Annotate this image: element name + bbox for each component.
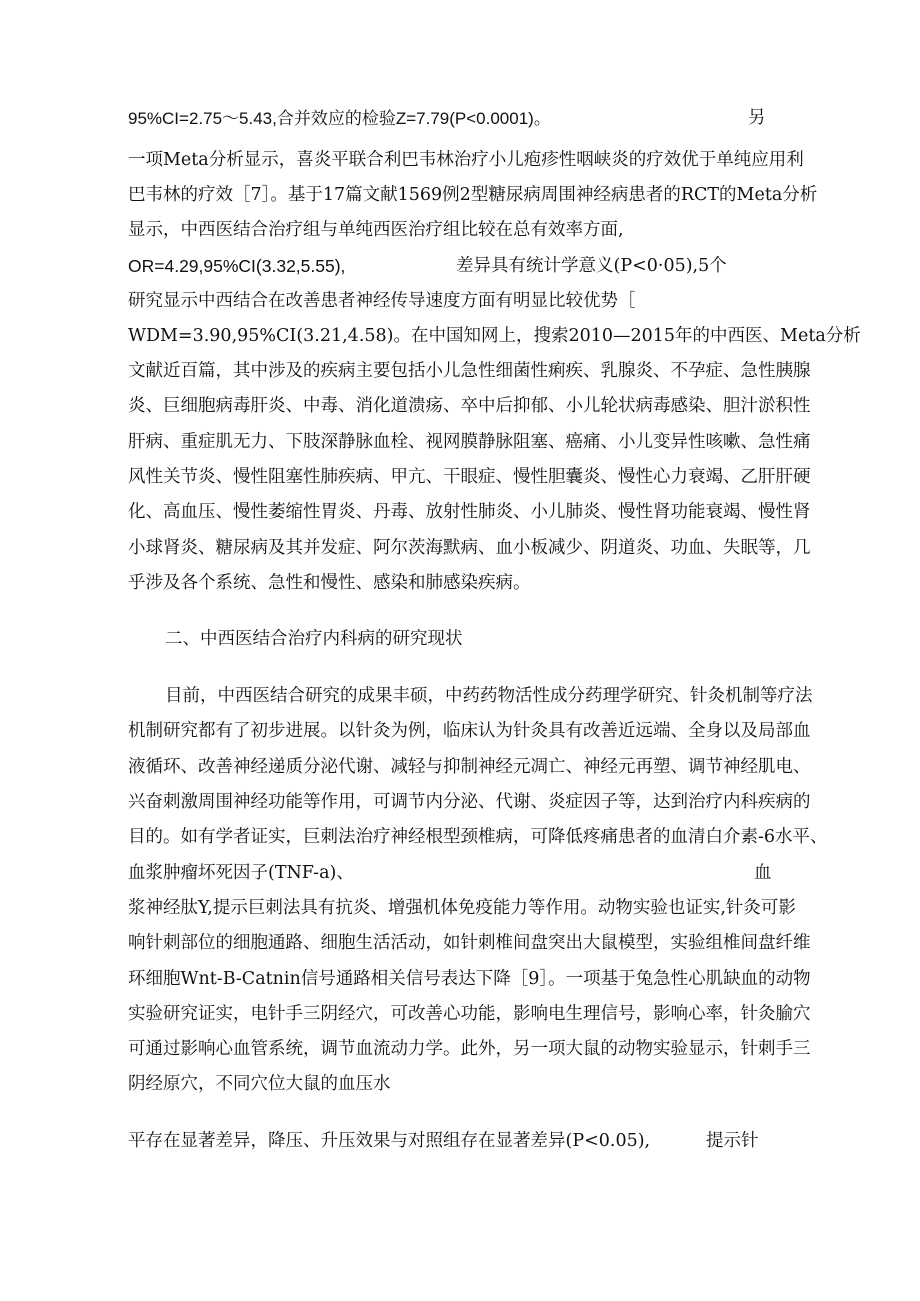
text-line: 实验研究证实，电针手三阴经穴，可改善心功能，影响电生理信号，影响心率，针灸腧穴 xyxy=(128,1004,811,1024)
text-line: 巴韦林的疗效［7］。基于17篇文献1569例2型糖尿病周围神经病患者的RCT的Meta分析 xyxy=(128,185,818,205)
text-line: 目的。如有学者证实，巨刺法治疗神经根型颈椎病，可降低疼痛患者的血清白介素-6水平、 xyxy=(128,827,828,847)
text-line: 炎、巨细胞病毒肝炎、中毒、消化道溃疡、卒中后抑郁、小儿轮状病毒感染、胆汁淤积性 xyxy=(128,396,811,416)
text-line: 血 xyxy=(754,863,772,883)
text-line: 平存在显著差异，降压、升压效果与对照组存在显著差异(P<0.05), xyxy=(128,1131,651,1151)
text-line: 文献近百篇，其中涉及的疾病主要包括小儿急性细菌性痢疾、乳腺炎、不孕症、急性胰腺 xyxy=(128,361,811,381)
text-line: 小球肾炎、糖尿病及其并发症、阿尔茨海默病、血小板减少、阴道炎、功血、失眠等，几 xyxy=(128,538,811,558)
text-line: 显示，中西医结合治疗组与单纯西医治疗组比较在总有效率方面, xyxy=(128,220,624,240)
text-line: 浆神经肽Y,提示巨刺法具有抗炎、增强机体免疫能力等作用。动物实验也证实,针灸可影 xyxy=(128,898,796,918)
text-line: 液循环、改善神经递质分泌代谢、减轻与抑制神经元凋亡、神经元再塑、调节神经肌电、 xyxy=(128,757,811,777)
text-line: 化、高血压、慢性萎缩性胃炎、丹毒、放射性肺炎、小儿肺炎、慢性肾功能衰竭、慢性肾 xyxy=(128,502,811,522)
text-line: 目前，中西医结合研究的成果丰硕，中药药物活性成分药理学研究、针灸机制等疗法 xyxy=(165,686,813,706)
text-line: 环细胞Wnt-B-Catnin信号通路相关信号表达下降［9］。一项基于兔急性心肌缺血的动物 xyxy=(128,969,811,989)
text-line: 机制研究都有了初步进展。以针灸为例，临床认为针灸具有改善近远端、全身以及局部血 xyxy=(128,721,811,741)
text-line: OR=4.29,95%CI(3.32,5.55), xyxy=(128,256,346,276)
text-line: 另 xyxy=(748,108,766,128)
text-line: 乎涉及各个系统、急性和慢性、感染和肺感染疾病。 xyxy=(128,573,531,593)
text-line: 阴经原穴，不同穴位大鼠的血压水 xyxy=(128,1074,391,1094)
text-line: 血浆肿瘤坏死因子(TNF-a)、 xyxy=(128,863,354,883)
text-line: 95%CI=2.75～5.43,合并效应的检验Z=7.79(P<0.0001)。 xyxy=(128,109,551,128)
text-line: 研究显示中西结合在改善患者神经传导速度方面有明显比较优势［ xyxy=(128,291,636,311)
text-line: 可通过影响心血管系统，调节血流动力学。此外，另一项大鼠的动物实验显示，针刺手三 xyxy=(128,1039,811,1059)
text-line: 一项Meta分析显示，喜炎平联合利巴韦林治疗小儿疱疹性咽峡炎的疗效优于单纯应用利 xyxy=(128,150,804,170)
text-line: 风性关节炎、慢性阻塞性肺疾病、甲亢、干眼症、慢性胆囊炎、慢性心力衰竭、乙肝肝硬 xyxy=(128,467,811,487)
text-line: WDM=3.90,95%CI(3.21,4.58)。在中国知网上，搜索2010—2015年的中西医、Meta分析 xyxy=(128,326,861,346)
text-line: 提示针 xyxy=(706,1131,759,1151)
text-line: 响针刺部位的细胞通路、细胞生活活动，如针刺椎间盘突出大鼠模型，实验组椎间盘纤维 xyxy=(128,933,811,953)
text-line: 肝病、重症肌无力、下肢深静脉血栓、视网膜静脉阻塞、癌痛、小儿变异性咳嗽、急性痛 xyxy=(128,432,811,452)
section-heading: 二、中西医结合治疗内科病的研究现状 xyxy=(165,629,463,649)
text-line: 兴奋刺激周围神经功能等作用，可调节内分泌、代谢、炎症因子等，达到治疗内科疾病的 xyxy=(128,792,811,812)
text-line: 差异具有统计学意义(P<0·05),5个 xyxy=(456,256,727,276)
